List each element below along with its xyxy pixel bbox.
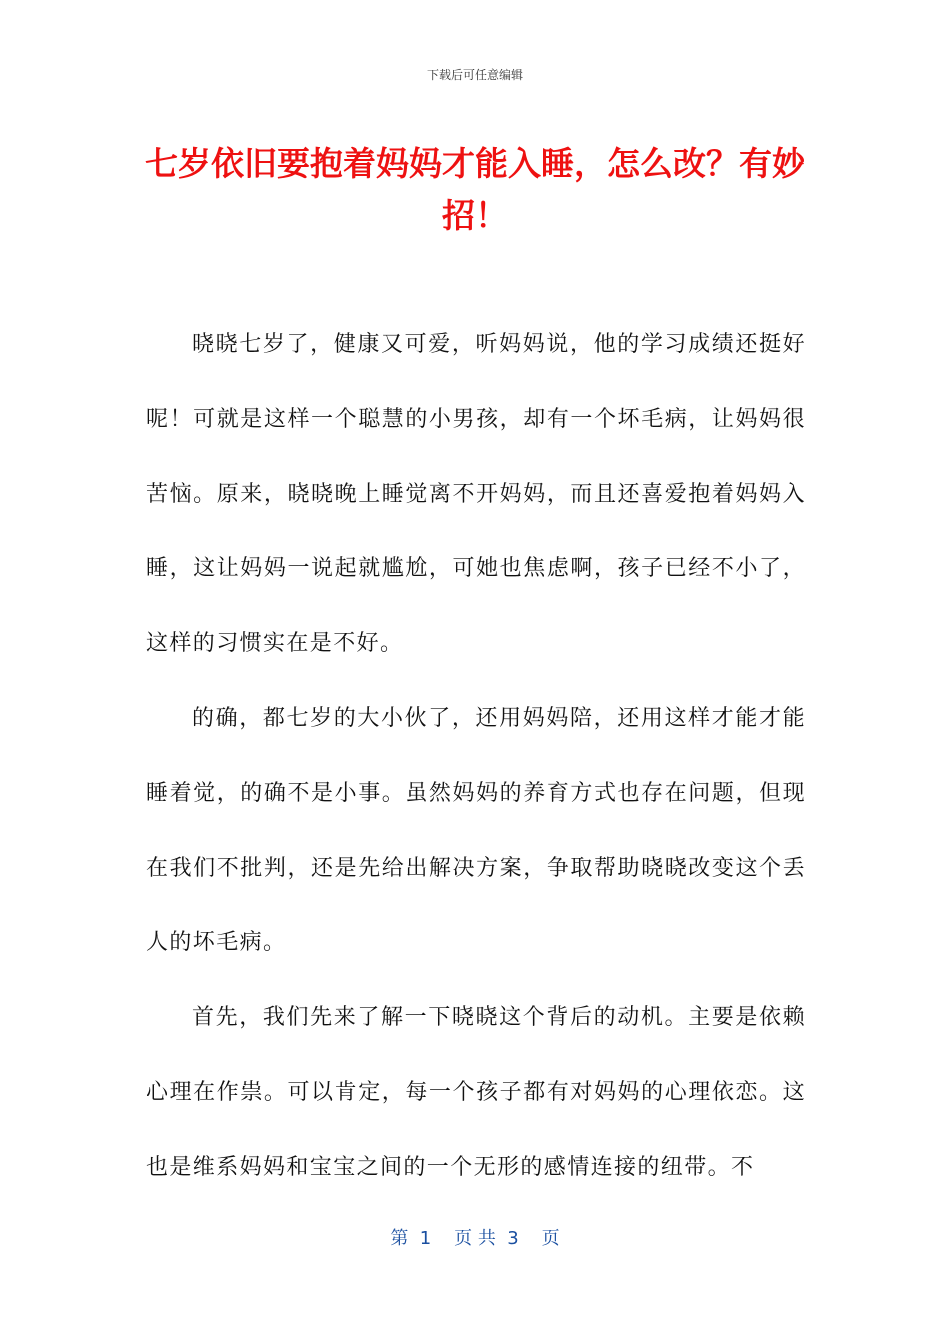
paragraph: 晓晓七岁了，健康又可爱，听妈妈说，他的学习成绩还挺好呢！可就是这样一个聪慧的小男孩，却有一个坏毛病，让妈妈很苦恼。原来，晓晓晚上睡觉离不开妈妈，而且还喜爱抱着妈妈入睡，这让妈妈一说起就尴尬，可她也焦虑啊，孩子已经不小了，这样的习惯实在是不好。	[146, 332, 806, 657]
document-body	[146, 308, 806, 1206]
paragraph: 的确，都七岁的大小伙了，还用妈妈陪，还用这样才能才能睡着觉，的确不是小事。虽然妈妈的养育方式也存在问题，但现在我们不批判，还是先给出解决方案，争取帮助晓晓改变这个丢人的坏毛病。	[146, 705, 806, 956]
document-title: 七岁依旧要抱着妈妈才能入睡，怎么改？有妙招！	[145, 144, 805, 235]
header-note: 下载后可任意编辑	[426, 68, 523, 82]
page-number-footer: 第 1 页 共 3 页	[390, 1228, 560, 1249]
paragraph: 首先，我们先来了解一下晓晓这个背后的动机。主要是依赖心理在作祟。可以肯定，每一个孩子都有对妈妈的心理依恋。这也是维系妈妈和宝宝之间的一个无形的感情连接的纽带。不	[146, 1005, 806, 1180]
